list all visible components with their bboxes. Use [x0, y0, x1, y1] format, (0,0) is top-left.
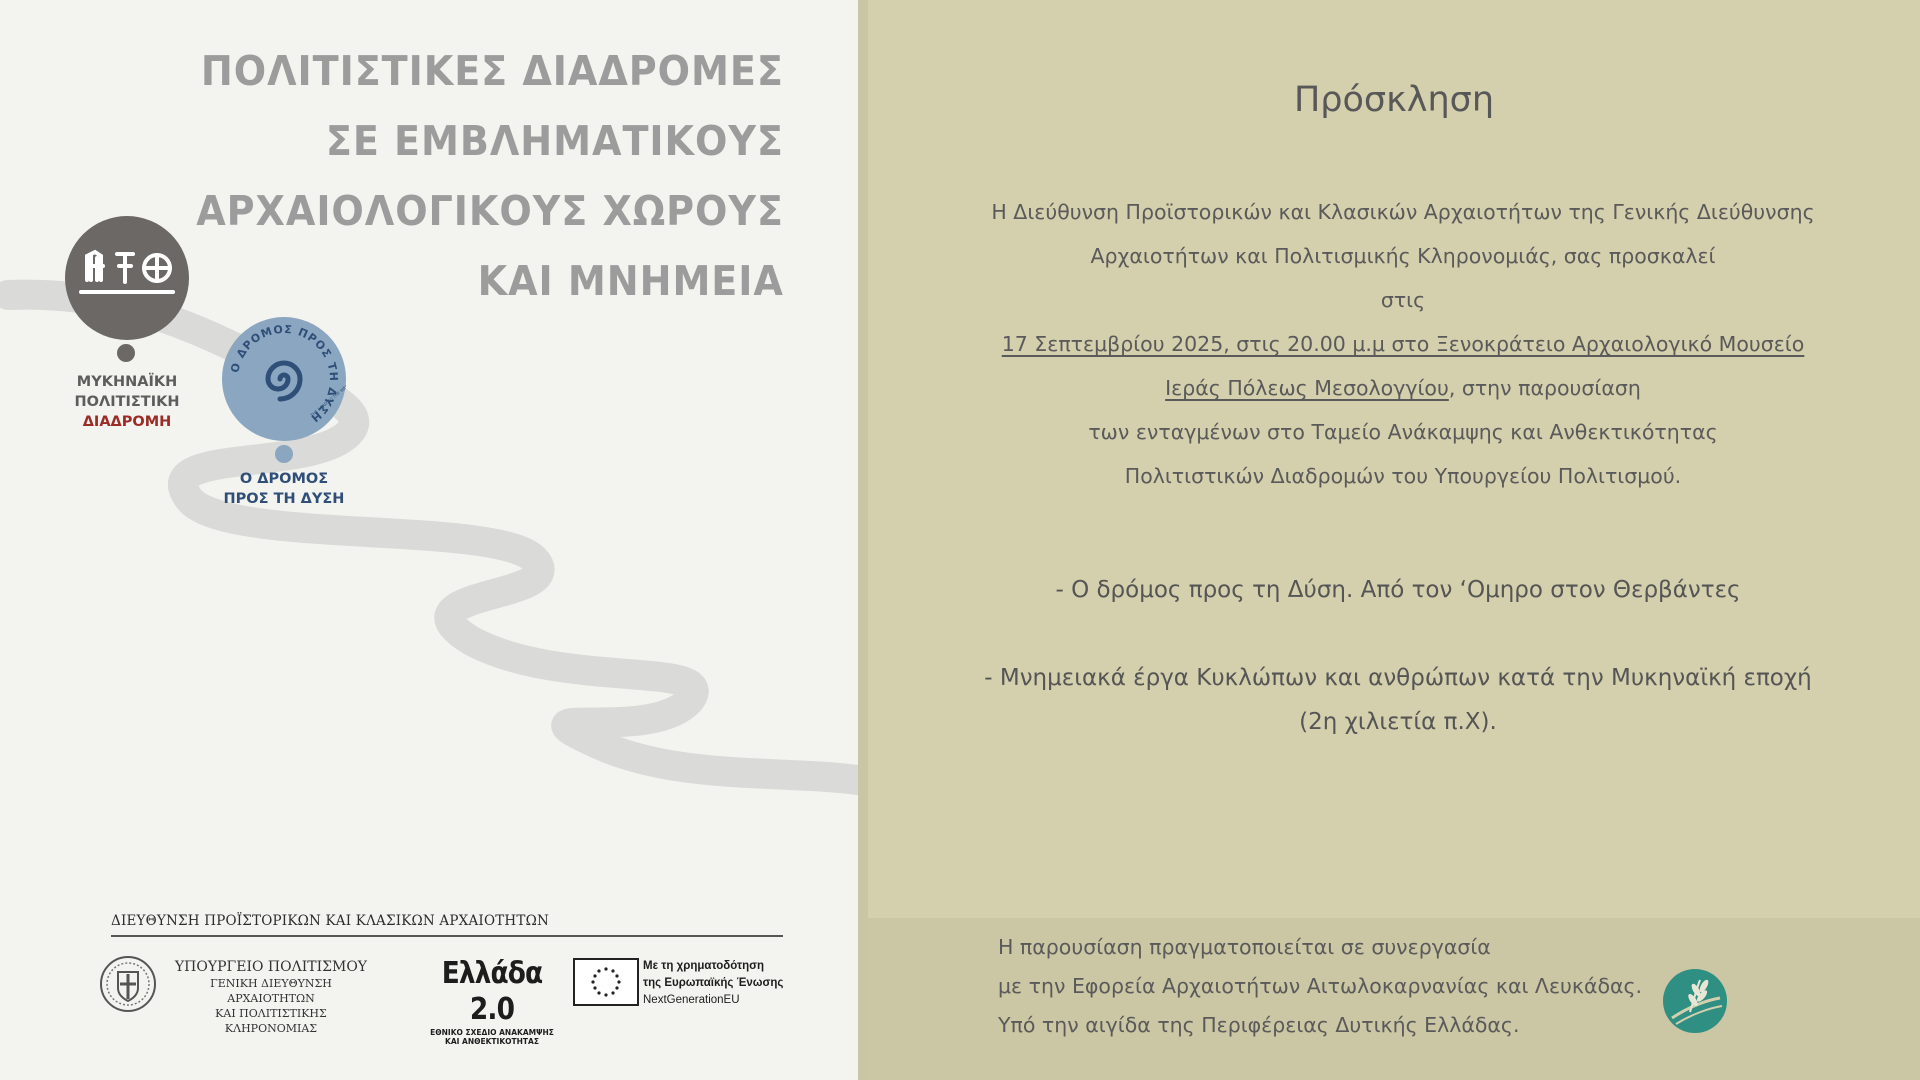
eu-funding-text — [643, 958, 783, 1009]
greek-state-seal-icon — [99, 955, 157, 1013]
body-line-2: Αρχαιοτήτων και Πολιτισμικής Κληρονομιάς, σας προσκαλεί — [1090, 244, 1716, 268]
greece-2-0-sub-1: ΕΘΝΙΚΟ ΣΧΕΔΙΟ ΑΝΑΚΑΜΨΗΣ — [430, 1028, 554, 1037]
body-line-6: των ενταγμένων στο Ταμείο Ανάκαμψης και Ανθεκτικότητας — [1088, 420, 1718, 444]
panel-divider — [858, 0, 868, 1080]
title-line-1: ΠΟΛΙΤΙΣΤΙΚΕΣ ΔΙΑΔΡΟΜΕΣ — [201, 47, 784, 95]
road-to-west-badge — [222, 317, 346, 441]
body-line-5 — [928, 366, 1878, 410]
eu-flag-icon — [573, 958, 639, 1006]
linear-b-glyphs-icon — [65, 216, 189, 340]
ministry-logo-text — [168, 959, 374, 1036]
ring-text: Ο ΔΡΟΜΟΣ ΠΡΟΣ ΤΗ ΔΥΣΗ — [228, 322, 341, 426]
collaboration-note — [998, 928, 1642, 1045]
museum-name: Ιεράς Πόλεως Μεσολογγίου — [1165, 376, 1449, 400]
route1-marker-dot — [117, 344, 135, 362]
title-line-4: ΚΑΙ ΜΝΗΜΕΙΑ — [477, 257, 784, 305]
eu-line-1: Με τη χρηματοδότηση — [643, 960, 765, 972]
greece-2-0-title: Ελλάδα 2.0 — [441, 956, 543, 1027]
invitation-body — [928, 190, 1878, 498]
ministry-line-2: ΓΕΝΙΚΗ ΔΙΕΥΘΥΝΣΗ ΑΡΧΑΙΟΤΗΤΩΝ — [210, 977, 332, 1005]
route1-label-line-1: ΜΥΚΗΝΑΪΚΗ — [76, 374, 178, 390]
small-ring-text: THE ROAD TO THE WEST — [309, 381, 346, 418]
title-line-2: ΣΕ ΕΜΒΛΗΜΑΤΙΚΟΥΣ — [326, 117, 784, 165]
route1-label-line-3: ΔΙΑΔΡΟΜΗ — [82, 414, 172, 430]
route-item-mycenaean — [898, 656, 1898, 744]
program-title — [196, 36, 784, 316]
route2-label-line-1: Ο ΔΡΟΜΟΣ — [239, 471, 329, 487]
eu-line-2: της Ευρωπαϊκής Ένωσης — [643, 977, 784, 989]
route2-marker-dot — [275, 445, 293, 463]
route1-label-line-2: ΠΟΛΙΤΙΣΤΙΚΗ — [74, 394, 180, 410]
footer-line-3: Υπό την αιγίδα της Περιφέρειας Δυτικής Ελλάδας. — [998, 1013, 1520, 1037]
department-name: ΔΙΕΥΘΥΝΣΗ ΠΡΟΪΣΤΟΡΙΚΩΝ ΚΑΙ ΚΛΑΣΙΚΩΝ ΑΡΧΑΙΟΤΗΤΩΝ — [111, 913, 550, 929]
ministry-line-3: ΚΑΙ ΠΟΛΙΤΙΣΤΙΚΗΣ ΚΛΗΡΟΝΟΜΙΑΣ — [215, 1007, 327, 1035]
bullet-2-line-2: (2η χιλιετία π.Χ). — [1299, 709, 1497, 735]
mycenaean-route-label — [62, 372, 192, 432]
right-panel — [868, 0, 1920, 1080]
body-line-5-rest: , στην παρουσίαση — [1448, 376, 1641, 400]
road-to-west-label — [206, 469, 362, 509]
route-item-road-to-west — [898, 568, 1898, 612]
bullet-2-line-1: - Μνημειακά έργα Κυκλώπων και ανθρώπων κατά την Μυκηναϊκή εποχή — [984, 665, 1812, 691]
body-line-1: Η Διεύθυνση Προϊστορικών και Κλασικών Αρχαιοτήτων της Γενικής Διεύθυνσης — [991, 200, 1815, 224]
left-panel — [0, 0, 858, 1080]
mycenaean-route-badge — [65, 216, 189, 340]
body-line-7: Πολιτιστικών Διαδρομών του Υπουργείου Πολιτισμού. — [1124, 464, 1682, 488]
bullet-1-text: - Ο δρόμος προς τη Δύση. Από τον ‘Ομηρο στον Θερβάντες — [1055, 577, 1741, 603]
greece-2-0-sub-2: ΚΑΙ ΑΝΘΕΚΤΙΚΟΤΗΤΑΣ — [445, 1037, 539, 1046]
footer-line-1: Η παρουσίαση πραγματοποιείται σε συνεργασία — [998, 935, 1491, 959]
ministry-line-1: ΥΠΟΥΡΓΕΙΟ ΠΟΛΙΤΙΣΜΟΥ — [174, 959, 368, 975]
title-line-3: ΑΡΧΑΙΟΛΟΓΙΚΟΥΣ ΧΩΡΟΥΣ — [196, 187, 784, 235]
road-to-west-emblem — [222, 317, 346, 441]
invitation-title: Πρόσκληση — [1293, 80, 1495, 120]
footer-line-2: με την Εφορεία Αρχαιοτήτων Αιτωλοκαρνανίας και Λευκάδας. — [998, 974, 1643, 998]
spiral-icon — [268, 363, 300, 399]
logo-divider — [111, 935, 783, 937]
body-line-3: στις — [1380, 288, 1426, 312]
eu-line-3: NextGenerationEU — [643, 994, 740, 1006]
route2-label-line-2: ΠΡΟΣ ΤΗ ΔΥΣΗ — [223, 491, 345, 507]
greece-2-0-logo — [418, 956, 566, 1046]
region-western-greece-logo-icon — [1660, 966, 1730, 1036]
event-date-location: 17 Σεπτεμβρίου 2025, στις 20.00 μ.μ στο Ξενοκράτειο Αρχαιολογικό Μουσείο — [1001, 332, 1805, 356]
